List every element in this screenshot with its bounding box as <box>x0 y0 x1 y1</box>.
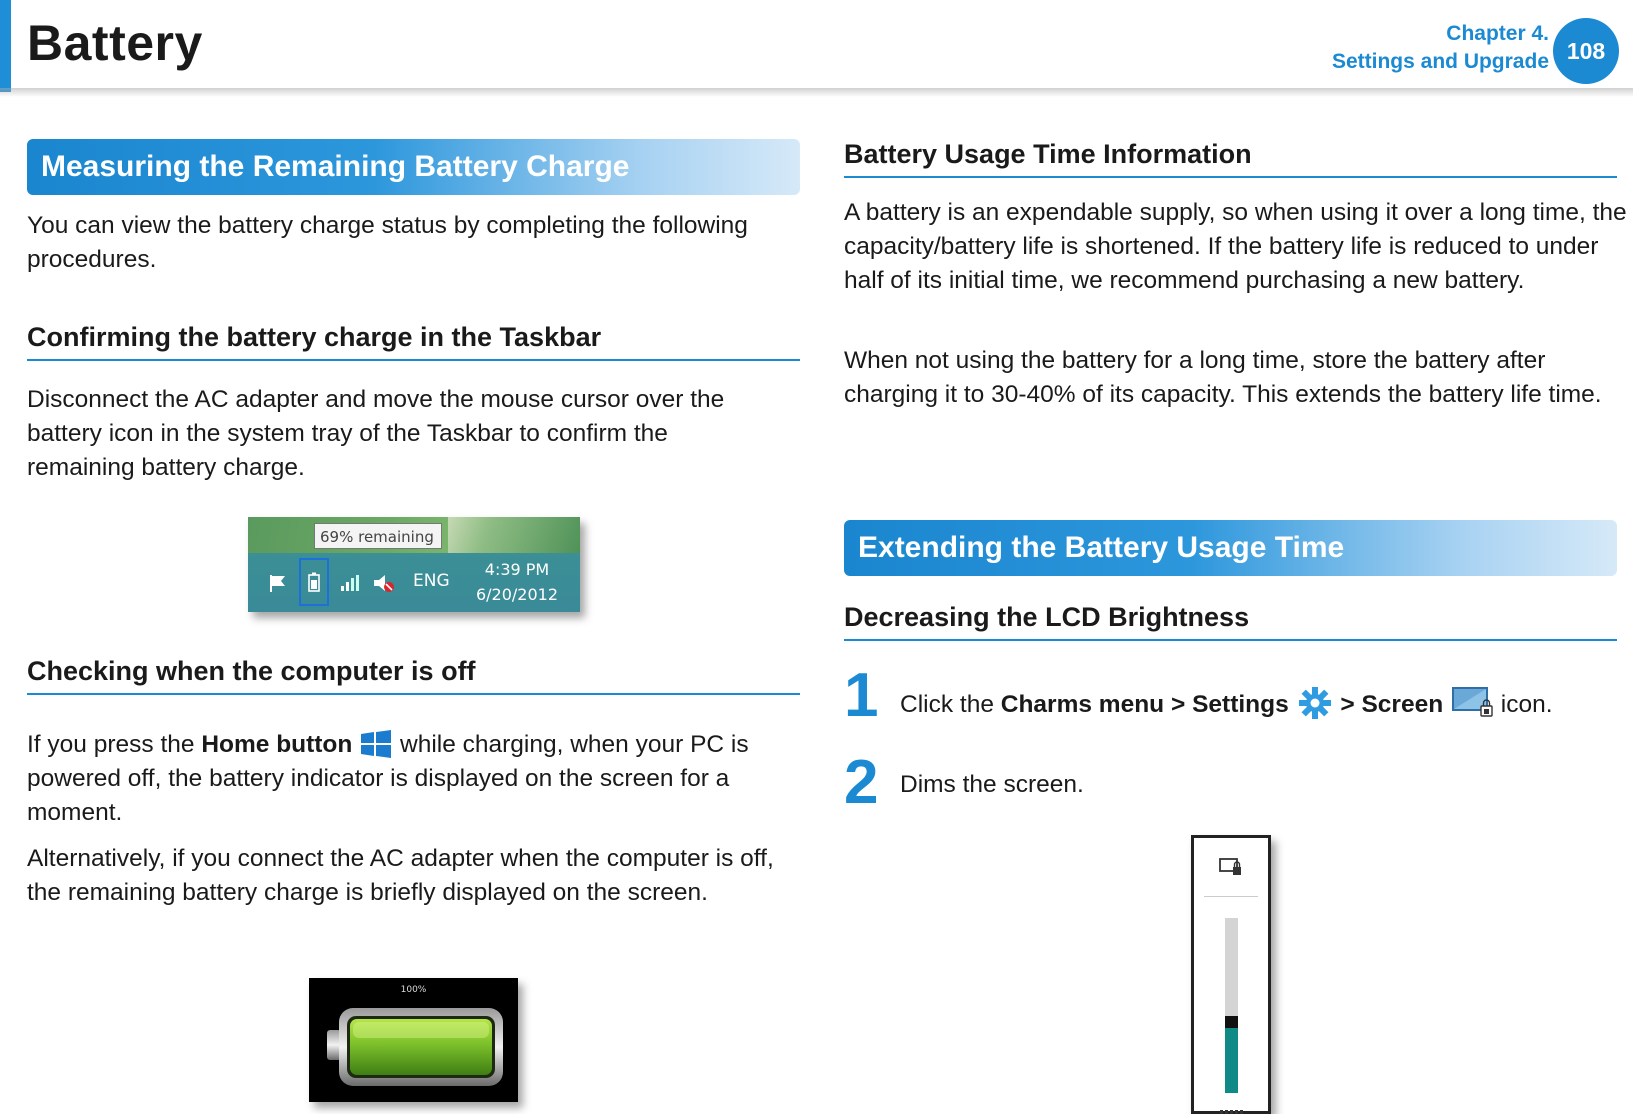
chapter-subtitle: Settings and Upgrade <box>1331 50 1549 73</box>
usage-time-heading: Battery Usage Time Information <box>844 139 1617 178</box>
panel-bottom-detail <box>1220 1110 1244 1114</box>
language-indicator: ENG <box>413 571 450 591</box>
battery-graphic-icon <box>309 978 518 1102</box>
page-title: Battery <box>27 15 203 71</box>
step-1-sep1: > <box>1164 691 1193 718</box>
battery-percent-label: 100% <box>400 985 427 995</box>
tray-time: 4:39 PM <box>484 560 550 579</box>
volume-muted-icon <box>372 572 396 594</box>
flag-icon <box>268 573 288 593</box>
usage-paragraph-1: A battery is an expendable supply, so when using it over a long time, the capacity/battery life is shortened. If the battery life is reduced to under half of its initial time, we recommend purchasing a new battery. <box>844 199 1627 294</box>
step-1-suffix: icon. <box>1494 691 1553 718</box>
usage-paragraph-2: When not using the battery for a long time, store the battery after charging it to 30-40% of its capacity. This extends the battery life time. <box>844 347 1602 408</box>
section-banner-extending: Extending the Battery Usage Time <box>844 520 1617 576</box>
battery-charge-screenshot <box>309 978 518 1102</box>
chapter-block <box>1332 20 1549 76</box>
intro-paragraph: You can view the battery charge status by completing the following procedures. <box>27 212 748 273</box>
battery-tray-icon <box>308 572 320 592</box>
step-1-text <box>900 684 1620 722</box>
charms-menu-label: Charms menu <box>1000 691 1165 718</box>
page-number-badge: 108 <box>1553 18 1619 84</box>
header-divider <box>0 88 1633 97</box>
step-1-prefix: Click the <box>900 691 1001 718</box>
screen-label: Screen <box>1361 691 1444 718</box>
screen-icon <box>1450 684 1494 720</box>
screen-lock-icon <box>1218 856 1246 878</box>
taskbar-screenshot <box>248 517 580 612</box>
settings-label: Settings <box>1192 691 1289 718</box>
settings-gear-icon <box>1296 684 1334 722</box>
computer-off-heading: Checking when the computer is off <box>27 656 800 695</box>
tray-clock <box>468 557 566 607</box>
brightness-slider-fill <box>1225 1028 1238 1093</box>
windows-home-icon <box>359 729 393 759</box>
section-banner-measuring: Measuring the Remaining Battery Charge <box>27 139 800 195</box>
step-1-number: 1 <box>844 661 879 730</box>
panel-divider <box>1204 896 1258 897</box>
computer-off-paragraph <box>27 728 807 830</box>
brightness-slider-thumb[interactable] <box>1225 1016 1238 1028</box>
chapter-label: Chapter 4. <box>1446 22 1549 45</box>
taskbar-paragraph: Disconnect the AC adapter and move the mouse cursor over the battery icon in the system tray of the Taskbar to confirm the remaining battery charge. <box>27 386 725 481</box>
step-1-sep2: > <box>1333 691 1362 718</box>
tray-date: 6/20/2012 <box>475 585 559 604</box>
lcd-brightness-heading: Decreasing the LCD Brightness <box>844 602 1617 641</box>
network-signal-icon <box>340 574 362 592</box>
header-accent-bar <box>0 0 11 92</box>
off-text-part2: while charging, when your PC is powered off, the battery indicator is displayed on the screen for a moment. <box>27 731 749 826</box>
taskbar-heading: Confirming the battery charge in the Taskbar <box>27 322 800 361</box>
brightness-panel-screenshot <box>1191 835 1271 1114</box>
step-2-text: Dims the screen. <box>900 771 1084 798</box>
ac-adapter-paragraph: Alternatively, if you connect the AC adapter when the computer is off, the remaining battery charge is briefly displayed on the screen. <box>27 845 774 906</box>
brightness-slider-track[interactable] <box>1225 918 1238 1093</box>
off-text-part1: If you press the <box>27 731 202 758</box>
step-2-number: 2 <box>844 748 879 817</box>
home-button-label: Home button <box>201 731 353 758</box>
battery-tooltip: 69% remaining <box>314 523 442 549</box>
